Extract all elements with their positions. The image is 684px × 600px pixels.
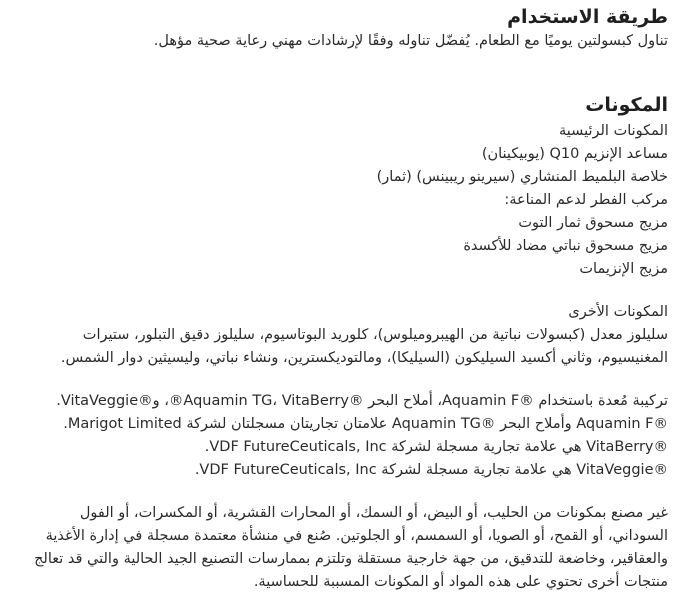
usage-section [16,4,668,52]
other-ingredients-text: سليلوز معدل (كبسولات نباتية من الهيبروميلوس)، كلوريد البوتاسيوم، سليلوز دقيق التبلور، ستيرات المغنيسيوم، وثاني أكسيد السيليكون (السيليكا)، ومالتوديكسترين، ونشاء نباتي، وليسيثين دوار الشمس. [60,327,668,366]
trademark-line: تركيبة مُعدة باستخدام ®Aquamin F، أملاح البحر ®Aquamin TG، VitaBerry®، و®VitaVeggie. [56,393,668,409]
main-ingredients-title: المكونات الرئيسية [559,123,668,139]
trademark-line: ®Aquamin F وأملاح البحر ®Aquamin TG علامتان تجاريتان مسجلتان لشركة Marigot Limited. [63,416,668,432]
ingredient-item: خلاصة البلميط المنشاري (سيرينو ريبينس) (ثمار) [376,169,668,185]
allergen-notice: غير مصنع بمكونات من الحليب، أو البيض، أو السمك، أو المحارات القشرية، أو المكسرات، أو الفول السوداني، أو القمح، أو الصويا، أو السمسم، أو الجلوتين. صُنع في منشأة معتمدة مسجلة في إدارة الأغذية والعقاقير، وخاضعة للتدقيق، من جهة خارجية مستقلة وتلتزم بممارسات التصنيع الجيد الحالية والتي قد تعالج منتجات أخرى تحتوي على هذه المواد أو المكونات المسببة للحساسية. [34,505,668,590]
usage-text: تناول كبسولتين يوميًا مع الطعام. يُفضّل تناوله وفقًا لإرشادات مهني رعاية صحية مؤهل. [153,33,668,49]
ingredient-item: مزيج الإنزيمات [579,261,668,277]
usage-heading: طريقة الاستخدام [507,6,668,28]
ingredient-item: مزيج مسحوق نباتي مضاد للأكسدة [463,238,668,254]
trademark-line: ®VitaBerry هي علامة تجارية مسجلة لشركة VDF FutureCeuticals, Inc. [204,439,668,455]
ingredient-item: مساعد الإنزيم Q10 (يوبيكينان) [481,146,668,162]
ingredients-heading: المكونات [585,94,668,116]
ingredients-section [16,92,668,370]
spacer [16,370,668,390]
other-ingredients-title: المكونات الأخرى [568,304,668,320]
ingredient-item: مزيج مسحوق ثمار التوت [518,215,668,231]
spacer [16,482,668,502]
ingredient-item: مركب الفطر لدعم المناعة: [504,192,668,208]
trademark-line: ®VitaVeggie هي علامة تجارية مسجلة لشركة VDF FutureCeuticals, Inc. [194,462,668,478]
allergen-section [16,502,668,594]
trademarks-section [16,390,668,482]
spacer [16,281,668,301]
